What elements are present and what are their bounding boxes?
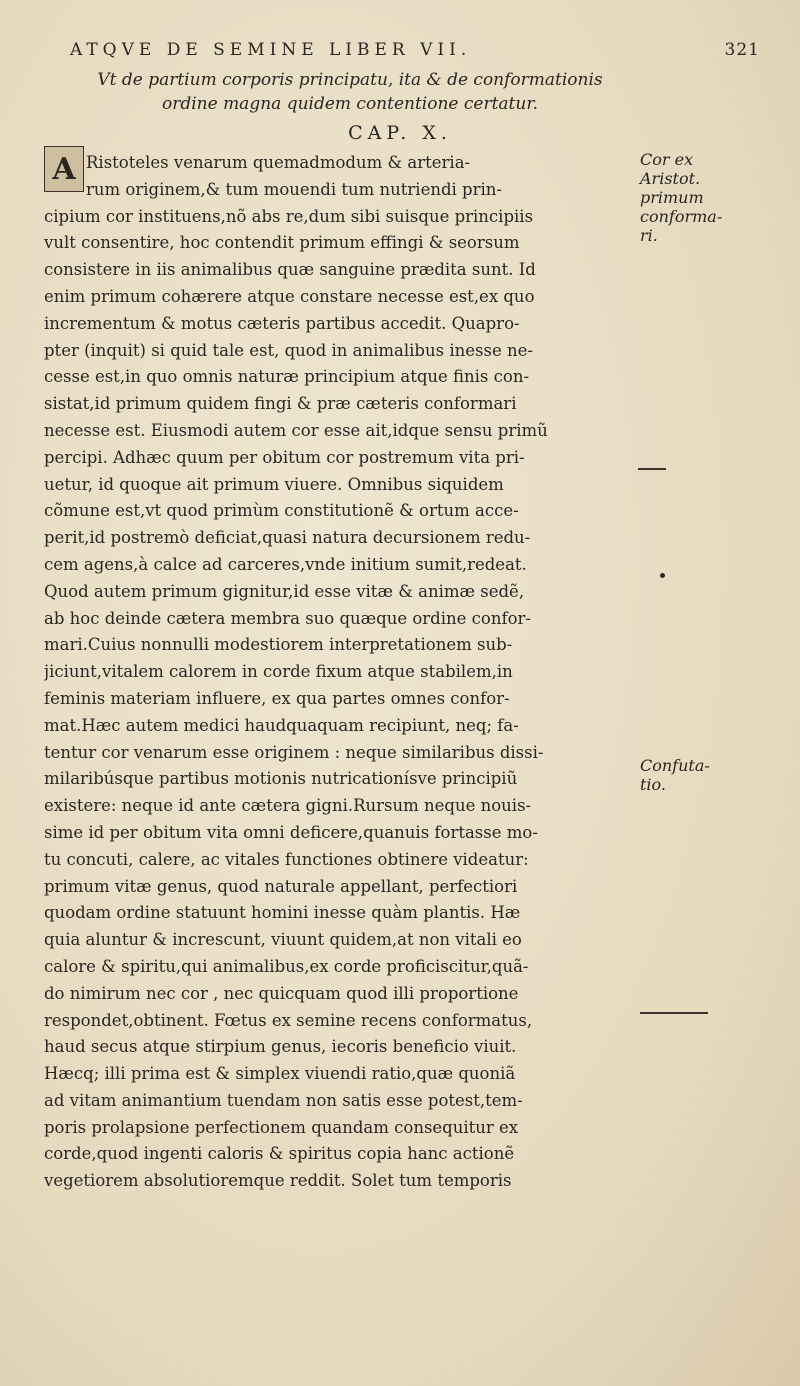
margin-note-line: primum <box>640 188 704 207</box>
margin-note-line: Cor ex <box>640 150 694 169</box>
text-line: ad vitam animantium tuendam non satis esse potest,tem- <box>44 1090 523 1110</box>
text-line: perit,id postremò deficiat,quasi natura decursionem redu- <box>44 528 531 548</box>
text-line: Ristoteles venarum quemadmodum & arteria- <box>86 153 471 172</box>
text-line: ab hoc deinde cætera membra suo quæque ordine confor- <box>44 608 531 628</box>
text-line: incrementum & motus cæteris partibus accedit. Quapro- <box>44 313 520 333</box>
text-line: mat.Hæc autem medici haudquaquam recipiunt, neq; fa- <box>44 715 519 735</box>
text-line: milaribúsque partibus motionis nutricationísve principiũ <box>44 769 518 789</box>
text-line: cipium cor instituens,nõ abs re,dum sibi suisque principiis <box>44 206 534 226</box>
text-line: respondet,obtinent. Fœtus ex semine recens conformatus, <box>44 1010 533 1030</box>
text-line: rum originem,& tum mouendi tum nutriendi prin- <box>86 179 502 199</box>
margin-note-line: conforma- <box>640 207 723 226</box>
text-line: calore & spiritu,qui animalibus,ex corde proficiscitur,quã- <box>44 956 529 976</box>
text-line: quia aluntur & increscunt, viuunt quidem,at non vitali eo <box>44 930 522 950</box>
margin-rule <box>640 1012 708 1014</box>
chapter-summary-line-2: ordine magna quidem contentione certatur. <box>161 94 539 114</box>
text-line: haud secus atque stirpium genus, iecoris beneficio viuit. <box>44 1037 517 1057</box>
text-line: cesse est,in quo omnis naturæ principium atque finis con- <box>44 367 530 387</box>
margin-note-confutatio <box>640 756 780 794</box>
text-line: quodam ordine statuunt homini inesse quàm plantis. Hæ <box>44 903 521 923</box>
text-line: do nimirum nec cor , nec quicquam quod illi proportione <box>44 983 519 1003</box>
text-line: percipi. Adhæc quum per obitum cor postremum vita pri- <box>44 447 525 467</box>
running-head <box>70 40 760 60</box>
text-line: sistat,id primum quidem fingi & præ cæteris conformari <box>44 394 517 414</box>
text-line: tu concuti, calere, ac vitales functiones obtinere videatur: <box>44 849 529 869</box>
decorated-initial: A <box>44 146 84 192</box>
body-text <box>44 150 634 1195</box>
margin-dot <box>660 573 665 578</box>
text-line: vult consentire, hoc contendit primum effingi & seorsum <box>44 233 520 253</box>
text-line: existere: neque id ante cætera gigni.Rursum neque nouis- <box>44 796 532 816</box>
margin-note-line: Confuta- <box>640 756 710 775</box>
text-line: corde,quod ingenti caloris & spiritus copia hanc actionẽ <box>44 1144 515 1164</box>
text-line: feminis materiam influere, ex qua partes omnes confor- <box>44 688 510 708</box>
text-line: primum vitæ genus, quod naturale appellant, perfectiori <box>44 876 518 896</box>
text-line: uetur, id quoque ait primum viuere. Omnibus siquidem <box>44 474 504 494</box>
running-head-title: ATQVE DE SEMINE LIBER VII. <box>70 40 472 60</box>
text-line: poris prolapsione perfectionem quandam consequitur ex <box>44 1117 519 1137</box>
text-line: enim primum cohærere atque constare necesse est,ex quo <box>44 286 535 306</box>
margin-rule <box>638 468 666 470</box>
chapter-heading: CAP. X. <box>348 122 452 144</box>
text-line: consistere in iis animalibus quæ sanguine prædita sunt. Id <box>44 260 536 280</box>
text-line: jiciunt,vitalem calorem in corde fixum atque stabilem,in <box>44 662 513 682</box>
text-line: Quod autem primum gignitur,id esse vitæ & animæ sedẽ, <box>44 581 525 601</box>
text-line: tentur cor venarum esse originem : neque similaribus dissi- <box>44 742 544 762</box>
margin-note-aristotle <box>640 150 780 245</box>
text-line: vegetiorem absolutioremque reddit. Solet tum temporis <box>44 1171 512 1191</box>
page-number: 321 <box>724 40 760 60</box>
text-line: cem agens,à calce ad carceres,vnde initium sumit,redeat. <box>44 554 527 574</box>
text-line: necesse est. Eiusmodi autem cor esse ait,idque sensu primũ <box>44 420 548 440</box>
text-line: sime id per obitum vita omni deficere,quanuis fortasse mo- <box>44 822 538 842</box>
margin-note-line: Aristot. <box>640 169 701 188</box>
text-line: mari.Cuius nonnulli modestiorem interpretationem sub- <box>44 635 513 655</box>
text-line: Hæcq; illi prima est & simplex viuendi ratio,quæ quoniã <box>44 1064 516 1084</box>
text-line: pter (inquit) si quid tale est, quod in animalibus inesse ne- <box>44 340 533 360</box>
chapter-summary-line-1: Vt de partium corporis principatu, ita & de conformationis <box>97 70 603 90</box>
text-line: cõmune est,vt quod primùm constitutionẽ & ortum acce- <box>44 501 519 521</box>
margin-note-line: tio. <box>640 775 666 794</box>
margin-note-line: ri. <box>640 226 658 245</box>
